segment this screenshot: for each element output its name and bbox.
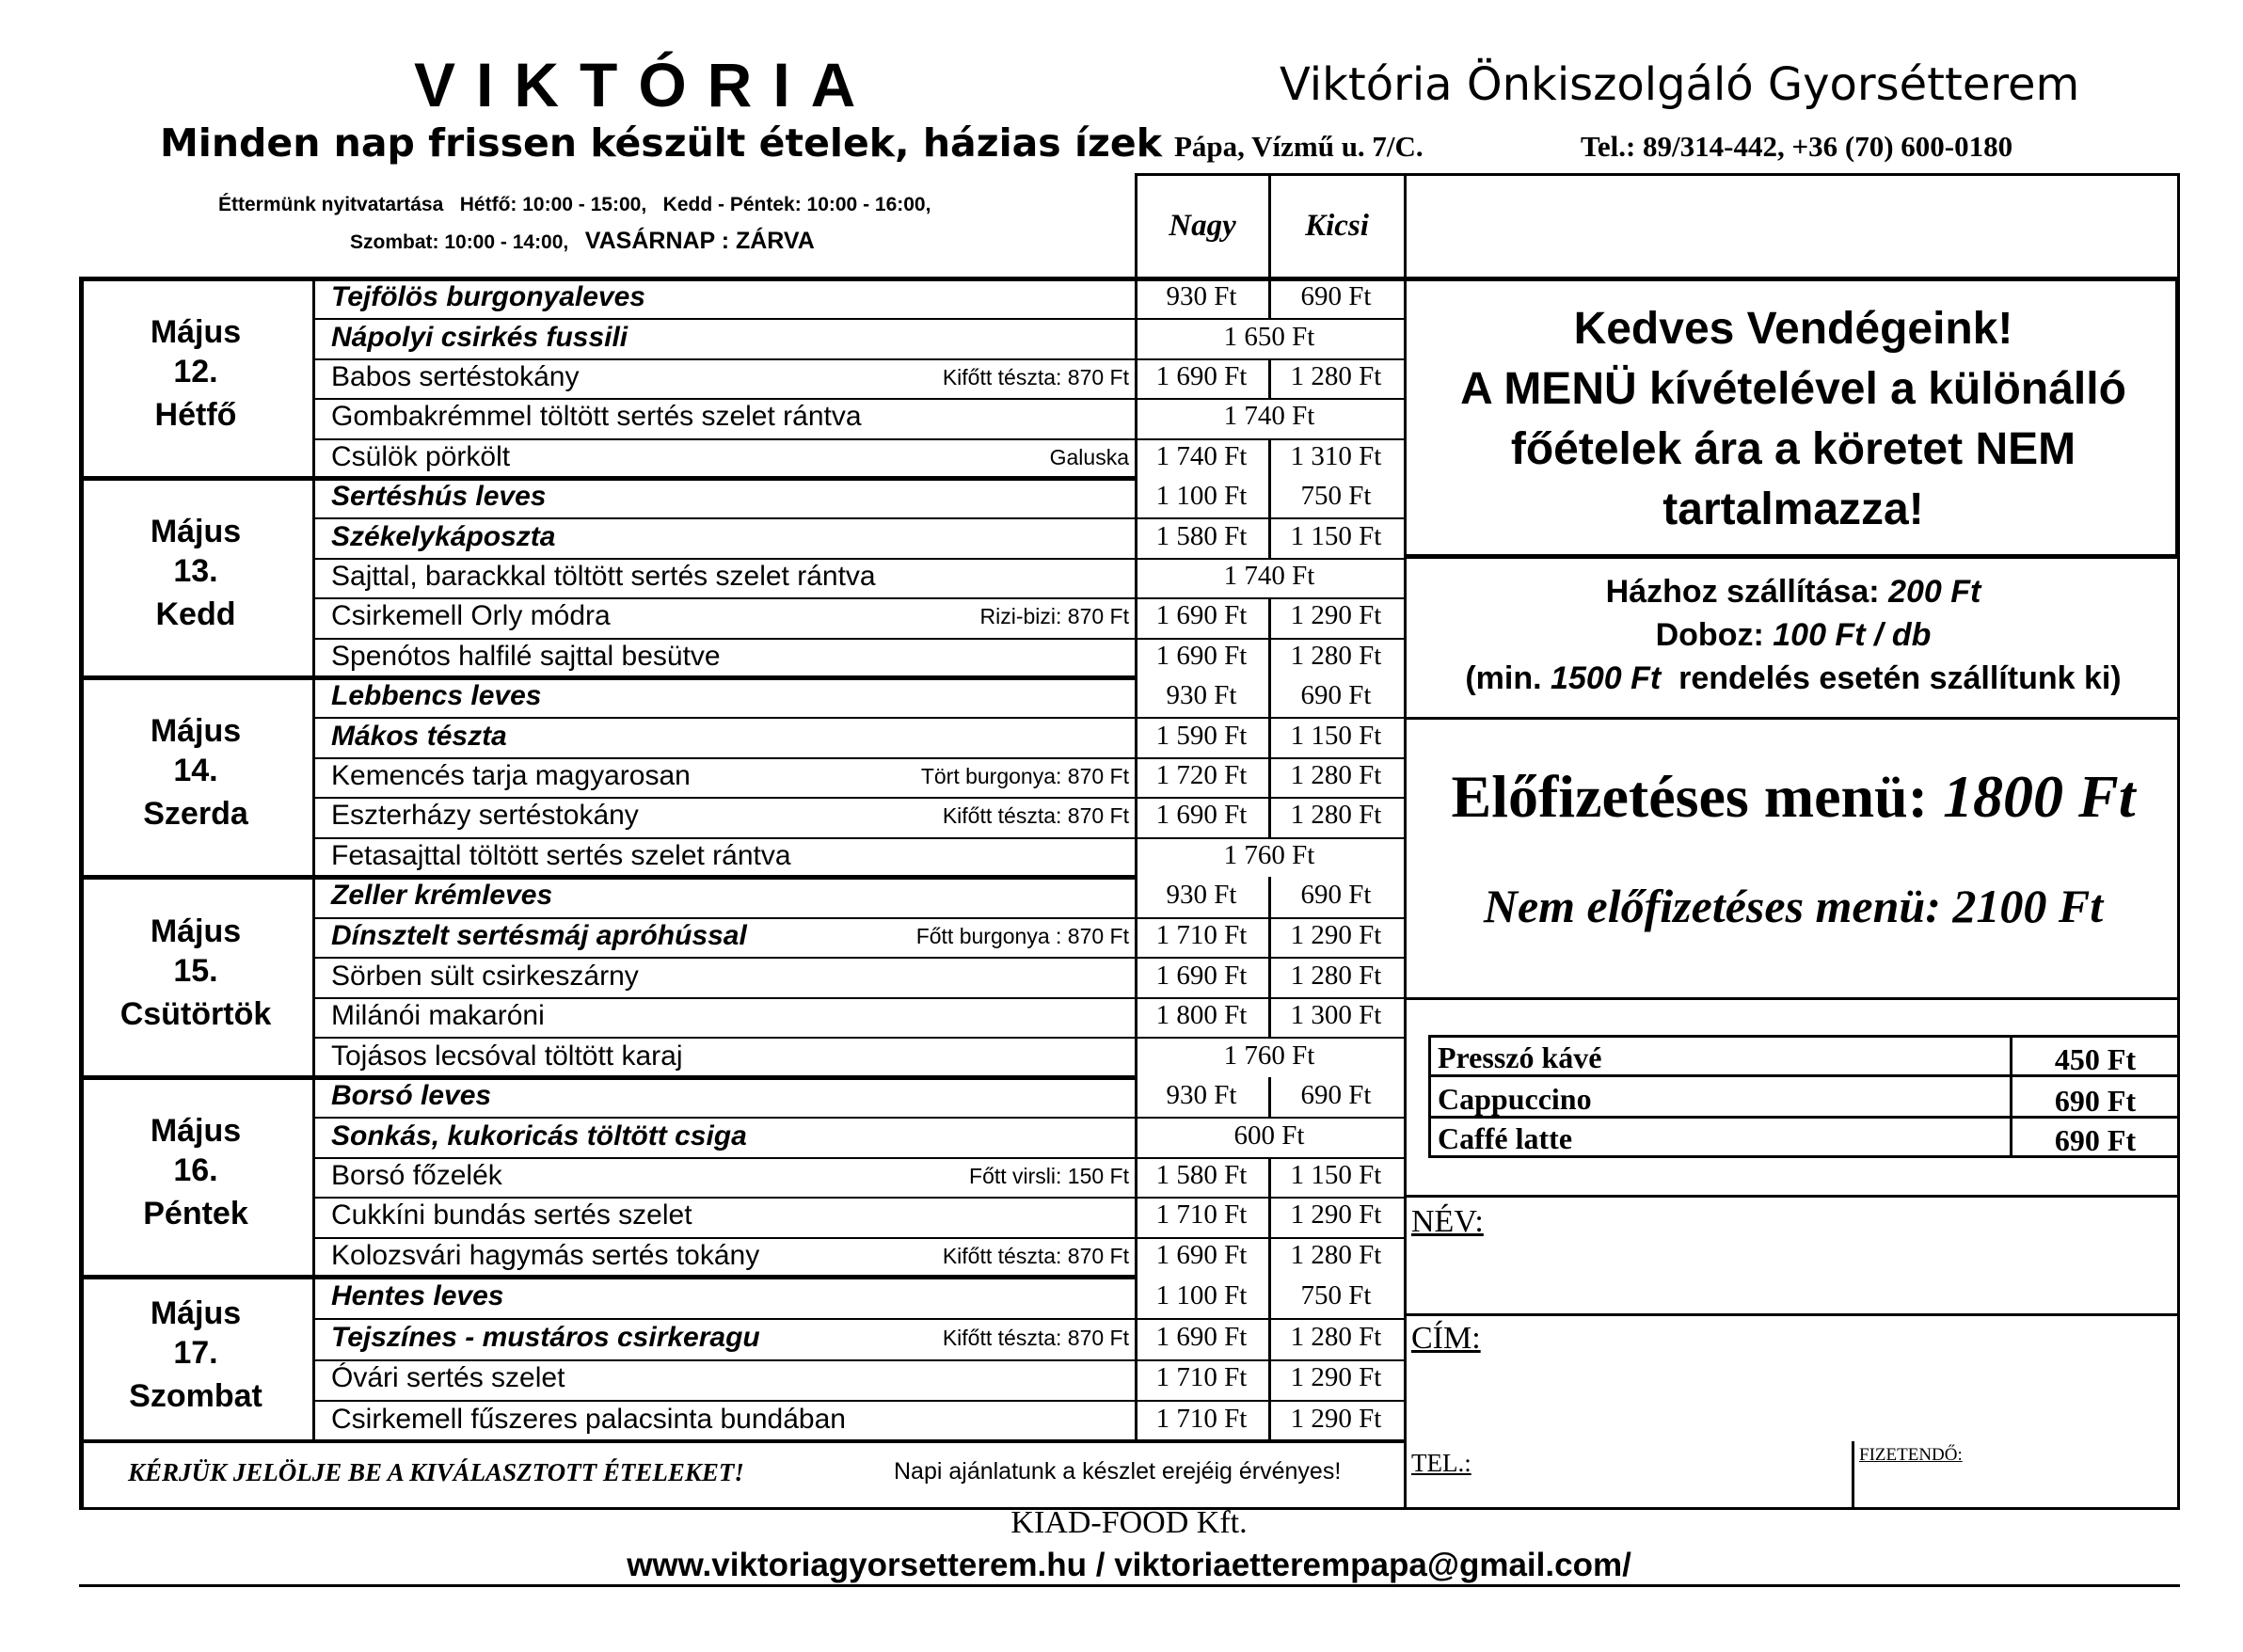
price-large: 1 720 Ft — [1155, 760, 1248, 790]
price-small: 1 280 Ft — [1290, 960, 1382, 991]
day-num: 16. — [173, 1152, 218, 1188]
dish-name: Milánói makaróni — [331, 1000, 545, 1032]
dish-name: Kolozsvári hagymás sertés tokány — [331, 1239, 760, 1271]
price-small: 1 290 Ft — [1290, 919, 1382, 950]
side-dish: Kifőtt tészta: 870 Ft — [942, 1243, 1129, 1268]
price-small: 1 290 Ft — [1290, 1362, 1382, 1393]
dish-name: Dínsztelt sertésmáj apróhússal — [331, 919, 747, 951]
name-field[interactable] — [1487, 1197, 2173, 1313]
price-small: 1 290 Ft — [1290, 1199, 1382, 1231]
price-large: 1 590 Ft — [1155, 720, 1248, 751]
side-dish: Főtt virsli: 150 Ft — [969, 1164, 1129, 1188]
dish-name: Tejfölös burgonyaleves — [331, 281, 645, 313]
dish-name: Sertéshús leves — [331, 481, 547, 513]
day-date: Május — [150, 314, 242, 350]
dish-name: Fetasajttal töltött sertés szelet rántva — [331, 839, 791, 871]
header-line — [1135, 173, 1137, 278]
drink-line — [2010, 1035, 2012, 1157]
price-small: 1 280 Ft — [1290, 800, 1382, 831]
dish-name: Borsó leves — [331, 1080, 492, 1112]
page-bottom-line — [79, 1584, 2180, 1587]
header-top-line — [1135, 173, 2179, 176]
panel-line — [1852, 1441, 1854, 1509]
dish-name: Sonkás, kukoricás töltött csiga — [331, 1120, 747, 1152]
notice-top-line — [1404, 277, 2179, 281]
panel-line — [1404, 997, 2179, 1000]
day-date: Május — [150, 1113, 242, 1149]
address: Pápa, Vízmű u. 7/C. — [1174, 130, 1424, 163]
dish-name: Babos sertéstokány — [331, 361, 580, 392]
day-label — [79, 711, 312, 834]
opening-hours-sunday: VASÁRNAP : ZÁRVA — [584, 228, 815, 254]
dish-name: Nápolyi csirkés fussili — [331, 321, 628, 353]
payable-field[interactable] — [1855, 1443, 2177, 1509]
price-small: 1 280 Ft — [1290, 361, 1382, 391]
price-large: 1 800 Ft — [1155, 1000, 1248, 1031]
drink-name: Caffé latte — [1438, 1121, 1573, 1155]
price-single: 1 740 Ft — [1223, 561, 1315, 591]
dish-name: Sajttal, barackkal töltött sertés szelet rántva — [331, 561, 876, 592]
day-num: 12. — [173, 354, 218, 389]
notice-line2: A MENÜ kívételével a különálló — [1460, 364, 2126, 414]
dish-name: Eszterházy sertéstokány — [331, 800, 639, 832]
delivery-fee: Házhoz szállítása: 200 Ft — [1605, 574, 1981, 610]
dish-name: Csirkemell fűszeres palacsinta bundában — [331, 1404, 846, 1436]
side-dish: Főtt burgonya : 870 Ft — [915, 923, 1129, 948]
box-fee: Doboz: 100 Ft / db — [1655, 617, 1932, 653]
price-single: 1 740 Ft — [1223, 401, 1315, 432]
price-small: 1 290 Ft — [1290, 1404, 1382, 1435]
price-small: 750 Ft — [1300, 481, 1372, 512]
dish-name: Zeller krémleves — [331, 880, 553, 912]
dish-name: Tojásos lecsóval töltött karaj — [331, 1040, 683, 1072]
day-weekday: Kedd — [155, 596, 236, 632]
day-date: Május — [150, 713, 242, 749]
drink-name: Presszó kávé — [1438, 1040, 1602, 1074]
company-name: KIAD-FOOD Kft. — [1010, 1505, 1248, 1540]
dish-name: Csirkemell Orly módra — [331, 600, 611, 632]
price-small: 1 310 Ft — [1290, 440, 1382, 471]
day-weekday: Szombat — [129, 1377, 262, 1414]
day-date: Május — [150, 514, 242, 549]
dish-name: Tejszínes - mustáros csirkeragu — [331, 1321, 760, 1353]
phone: Tel.: 89/314-442, +36 (70) 600-0180 — [1581, 130, 2013, 163]
price-large: 1 690 Ft — [1155, 800, 1248, 831]
day-label — [79, 1294, 312, 1416]
notice-bottom-line — [1404, 554, 2179, 559]
dish-name: Cukkíni bundás sertés szelet — [331, 1199, 692, 1231]
dish-name: Óvári sertés szelet — [331, 1362, 565, 1394]
price-single: 600 Ft — [1233, 1120, 1305, 1151]
day-weekday: Hétfő — [154, 397, 237, 433]
delivery-info — [1408, 570, 2179, 700]
price-large: 1 690 Ft — [1155, 1321, 1248, 1352]
drink-price: 690 Ft — [2054, 1123, 2137, 1157]
opening-hours-line2 — [350, 228, 815, 255]
drink-line — [1428, 1035, 2179, 1038]
validity-note: Napi ajánlatunk a készlet erejéig érvényes! — [894, 1458, 1342, 1485]
dish-name: Hentes leves — [331, 1279, 504, 1311]
price-large: 1 100 Ft — [1155, 1279, 1248, 1310]
subscription-menu-price: Előfizetéses menü: 1800 Ft — [1451, 763, 2136, 830]
price-small: 690 Ft — [1300, 680, 1372, 711]
drink-line — [1428, 1035, 1431, 1157]
price-large: 1 740 Ft — [1155, 440, 1248, 471]
price-small: 690 Ft — [1300, 880, 1372, 911]
price-large: 930 Ft — [1166, 680, 1237, 711]
notice-line3: főételek ára a köretet NEM — [1510, 424, 2076, 474]
price-small: 690 Ft — [1300, 281, 1372, 312]
price-small: 1 150 Ft — [1290, 1160, 1382, 1190]
dish-name: Sörben sült csirkeszárny — [331, 960, 639, 992]
dish-name: Spenótos halfilé sajttal besütve — [331, 640, 721, 672]
price-large: 930 Ft — [1166, 880, 1237, 911]
notice-box — [1408, 299, 2179, 540]
opening-hours-line1: Éttermünk nyitvatartása Hétfő: 10:00 - 15:00, Kedd - Péntek: 10:00 - 16:00, — [218, 194, 931, 215]
day-weekday: Csütörtök — [119, 995, 272, 1032]
dish-name: Mákos tészta — [331, 720, 507, 752]
column-header-large: Nagy — [1169, 209, 1236, 243]
price-large: 1 710 Ft — [1155, 1199, 1248, 1231]
restaurant-name: Viktória Önkiszolgáló Gyorsétterem — [1280, 58, 2080, 111]
dish-name: Csülök pörkölt — [331, 440, 511, 472]
side-dish: Rizi-bizi: 870 Ft — [979, 604, 1129, 629]
drink-price: 690 Ft — [2054, 1084, 2137, 1118]
address-field[interactable] — [1496, 1315, 2173, 1438]
column-header-small: Kicsi — [1305, 209, 1369, 243]
price-small: 1 280 Ft — [1290, 640, 1382, 671]
price-small: 1 280 Ft — [1290, 1239, 1382, 1270]
tel-field-label: TEL.: — [1411, 1449, 1471, 1477]
price-small: 690 Ft — [1300, 1080, 1372, 1111]
notice-line1: Kedves Vendégeink! — [1573, 304, 2013, 354]
price-small: 1 280 Ft — [1290, 760, 1382, 790]
price-large: 1 690 Ft — [1155, 640, 1248, 671]
price-small: 750 Ft — [1300, 1279, 1372, 1310]
price-large: 930 Ft — [1166, 1080, 1237, 1111]
drink-name: Cappuccino — [1438, 1082, 1592, 1116]
dish-name: Gombakrémmel töltött sertés szelet rántva — [331, 401, 862, 433]
header-line — [1268, 173, 1271, 278]
price-large: 1 710 Ft — [1155, 919, 1248, 950]
price-large: 1 100 Ft — [1155, 481, 1248, 512]
drink-price: 450 Ft — [2054, 1042, 2137, 1076]
dish-name: Borsó főzelék — [331, 1160, 502, 1191]
panel-left-line — [1404, 173, 1407, 1509]
day-label — [79, 512, 312, 634]
price-large: 1 690 Ft — [1155, 960, 1248, 991]
dish-name: Lebbencs leves — [331, 680, 542, 712]
side-dish: Kifőtt tészta: 870 Ft — [942, 365, 1129, 389]
price-single: 1 760 Ft — [1223, 839, 1315, 870]
price-large: 1 580 Ft — [1155, 520, 1248, 551]
website-email: www.viktoriagyorsetterem.hu / viktoriaetterempapa@gmail.com/ — [627, 1547, 1631, 1583]
price-small: 1 280 Ft — [1290, 1321, 1382, 1352]
price-large: 1 710 Ft — [1155, 1404, 1248, 1435]
day-weekday: Szerda — [143, 796, 248, 832]
price-small: 1 300 Ft — [1290, 1000, 1382, 1031]
day-num: 17. — [173, 1334, 218, 1371]
name-field-label: NÉV: — [1411, 1204, 1484, 1239]
day-label — [79, 312, 312, 435]
address-field-label: CÍM: — [1411, 1321, 1481, 1356]
tel-field[interactable] — [1408, 1443, 1852, 1509]
price-single: 1 760 Ft — [1223, 1040, 1315, 1071]
day-label — [79, 912, 312, 1034]
day-label — [79, 1111, 312, 1233]
side-dish: Kifőtt tészta: 870 Ft — [942, 1325, 1129, 1350]
mark-selection-note: KÉRJÜK JELÖLJE BE A KIVÁLASZTOTT ÉTELEKET! — [128, 1458, 744, 1486]
side-dish: Tört burgonya: 870 Ft — [920, 764, 1129, 788]
price-large: 1 690 Ft — [1155, 1239, 1248, 1270]
price-small: 1 150 Ft — [1290, 520, 1382, 551]
price-large: 930 Ft — [1166, 281, 1237, 312]
day-num: 14. — [173, 753, 218, 788]
side-dish: Kifőtt tészta: 870 Ft — [942, 803, 1129, 829]
day-num: 13. — [173, 553, 218, 589]
price-single: 1 650 Ft — [1223, 321, 1315, 352]
panel-line — [1404, 717, 2179, 720]
dish-name: Székelykáposzta — [331, 520, 556, 552]
side-dish: Galuska — [1049, 444, 1129, 469]
price-large: 1 710 Ft — [1155, 1362, 1248, 1393]
day-num: 15. — [173, 952, 218, 989]
minimum-order: (min. 1500 Ft rendelés esetén szállítunk ki) — [1465, 660, 2122, 696]
non-subscription-menu-price: Nem előfizetéses menü: 2100 Ft — [1483, 880, 2104, 932]
price-small: 1 290 Ft — [1290, 600, 1382, 631]
opening-hours-saturday: Szombat: 10:00 - 14:00, — [350, 231, 569, 253]
day-weekday: Péntek — [143, 1196, 248, 1231]
day-date: Május — [150, 1295, 242, 1331]
day-date: Május — [150, 913, 242, 949]
price-large: 1 690 Ft — [1155, 600, 1248, 631]
brand-title: VIKTÓRIA — [414, 50, 877, 119]
payable-field-label: FIZETENDŐ: — [1859, 1445, 1963, 1465]
slogan: Minden nap frissen készült ételek, házias ízek — [160, 120, 1162, 166]
price-small: 1 150 Ft — [1290, 720, 1382, 751]
price-large: 1 580 Ft — [1155, 1160, 1248, 1190]
dish-name: Kemencés tarja magyarosan — [331, 760, 691, 791]
price-large: 1 690 Ft — [1155, 361, 1248, 391]
notice-line4: tartalmazza! — [1662, 484, 1924, 534]
